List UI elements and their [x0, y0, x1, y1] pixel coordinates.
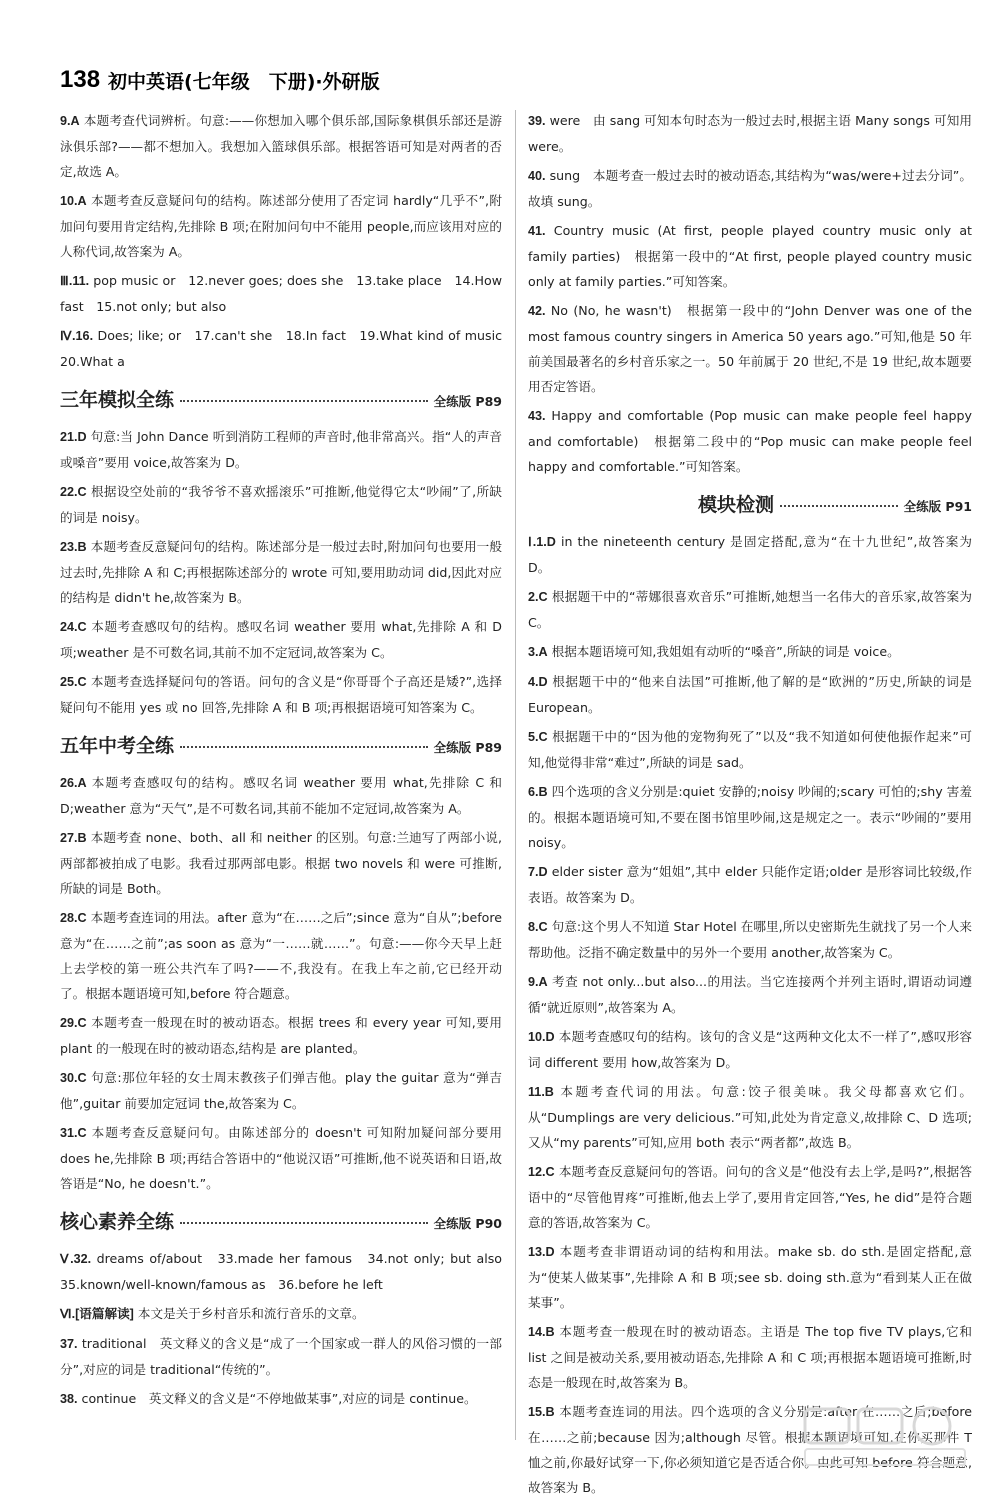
item-explanation: 本题考查连词的用法。四个选项的含义分别是:after 在……之后;before 在……之前;because 因为;although 尽管。根据本题语境可知,在你买那件 T 恤之前,你最好试穿一下,你必须知道它是否适合你。由此可知 before 符合题意,故答案为 B。	[528, 1404, 972, 1495]
section-page-ref: 全练版 P89	[433, 740, 502, 755]
item-number: 7.D	[528, 865, 548, 879]
answer-item	[528, 218, 972, 294]
answer-item	[60, 1010, 502, 1061]
answer-item	[528, 639, 972, 665]
section-title: 核心素养全练	[60, 1211, 175, 1233]
item-number: 23.B	[60, 540, 87, 554]
item-number: 9.A	[528, 975, 548, 989]
item-number: 22.C	[60, 485, 87, 499]
item-number: 6.B	[528, 785, 548, 799]
answer-item	[528, 1159, 972, 1235]
item-explanation: were 由 sang 可知本句时态为一般过去时,根据主语 Many songs 可知用 were。	[528, 113, 972, 154]
section-title: 五年中考全练	[60, 735, 175, 757]
item-explanation: 本题考查一般现在时的被动语态。主语是 The top five TV plays,它和 list 之间是被动关系,要用被动语态,先排除 A 和 C 项;再根据本题语境可推断,时态是一般现在时,故答案为 B。	[528, 1324, 972, 1390]
item-number: 25.C	[60, 675, 87, 689]
item-number: 31.C	[60, 1126, 87, 1140]
item-number: 15.B	[528, 1405, 555, 1419]
item-number: 39.	[528, 114, 546, 128]
item-explanation: 本题考查感叹句的结构。感叹名词 weather 要用 what,先排除 C 和 D;weather 意为“天气”,是不可数名词,其前不能加不定冠词,故答案为 A。	[60, 775, 502, 816]
item-explanation: Happy and comfortable (Pop music can make people feel happy and comfortable) 根据第二段中的“Pop music can make people feel happy and comfortable.”可知答案。	[528, 408, 972, 474]
mxqe-logo-watermark	[800, 1401, 980, 1471]
item-number: Ⅳ.16.	[60, 329, 94, 343]
answer-item	[60, 479, 502, 530]
book-title: 初中英语(七年级 下册)·外研版	[108, 70, 380, 93]
item-explanation: 本题考查选择疑问句的答语。问句的含义是“你哥哥个子高还是矮?”,选择疑问句不能用 yes 或 no 回答,先排除 A 和 B 项;再根据语境可知答案为 C。	[60, 674, 502, 715]
item-explanation: 本题考查感叹句的结构。感叹名词 weather 要用 what,先排除 A 和 D 项;weather 是不可数名词,其前不加不定冠词,故答案为 C。	[60, 619, 502, 660]
item-explanation: Country music (At first, people played country music only at family parties) 根据第一段中的“At first, people played country music only at family parties.”可知答案。	[528, 223, 972, 289]
item-number: 27.B	[60, 831, 87, 845]
item-number: 14.B	[528, 1325, 555, 1339]
item-explanation: 本题考查连词的用法。after 意为“在……之后”;since 意为“自从”;before 意为“在……之前”;as soon as 意为“一……就……”。句意:——你今天早上赶上去学校的第一班公共汽车了吗?——不,我没有。在我上车之前,它已经开动了。根据本题语境可知,before 符合题意。	[60, 910, 502, 1001]
answer-item	[60, 905, 502, 1006]
item-number: 38.	[60, 1392, 78, 1406]
answer-item	[528, 1079, 972, 1155]
item-explanation: 句意:当 John Dance 听到消防工程师的声音时,他非常高兴。指“人的声音或嗓音”要用 voice,故答案为 D。	[60, 429, 502, 470]
item-explanation: Does; like; or 17.can't she 18.In fact 19.What kind of music 20.What a	[60, 328, 515, 369]
answer-item	[60, 108, 502, 184]
item-number: 8.C	[528, 920, 548, 934]
item-explanation: 本文是关于乡村音乐和流行音乐的文章。	[133, 1306, 365, 1321]
item-explanation: 本题考查代词辨析。句意:——你想加入哪个俱乐部,国际象棋俱乐部还是游泳俱乐部?——都不想加入。我想加入篮球俱乐部。根据答语可知是对两者的否定,故选 A。	[60, 113, 502, 179]
item-explanation: 本题考查非谓语动词的结构和用法。make sb. do sth.是固定搭配,意为“使某人做某事”,先排除 A 和 B 项;see sb. doing sth.意为“看到某人正在做某事”。	[528, 1244, 972, 1310]
right-column	[528, 108, 972, 1504]
item-number: 10.A	[60, 194, 87, 208]
section-heading	[528, 493, 972, 519]
item-number: 21.D	[60, 430, 87, 444]
item-explanation: 本题考查代词的用法。句意:饺子很美味。我父母都喜欢它们。从“Dumplings are very delicious.”可知,此处为肯定意义,故排除 C、D 选项;又从“my parents”可知,应用 both 表示“两者都”,故选 B。	[528, 1084, 972, 1150]
answer-item	[60, 669, 502, 720]
answer-item	[528, 529, 972, 580]
section-title: 三年模拟全练	[60, 389, 175, 411]
item-explanation: 本题考查反意疑问句的答语。问句的含义是“他没有去上学,是吗?”,根据答语中的“尽管他胃疼”可推断,他去上学了,要用肯定回答,“Yes, he did”是符合题意的答语,故答案为 C。	[528, 1164, 972, 1230]
answer-item	[528, 779, 972, 855]
answer-item	[528, 403, 972, 479]
answer-item	[528, 1239, 972, 1315]
section-heading	[60, 734, 502, 760]
answer-item	[60, 1331, 502, 1382]
item-number: 4.D	[528, 675, 548, 689]
item-explanation: 本题考查一般现在时的被动语态。根据 trees 和 every year 可知,要用 plant 的一般现在时的被动语态,结构是 are planted。	[60, 1015, 502, 1056]
page-header	[60, 60, 380, 100]
item-number: Ⅲ.11.	[60, 274, 90, 288]
answer-item	[60, 1065, 502, 1116]
section-page-ref: 全练版 P90	[433, 1216, 502, 1231]
answer-item	[60, 1301, 502, 1327]
item-explanation: in the nineteenth century 是固定搭配,意为“在十九世纪”,故答案为 D。	[528, 534, 972, 575]
item-number: 3.A	[528, 645, 548, 659]
answer-item	[60, 534, 502, 610]
item-explanation: 句意:那位年轻的女士周末教孩子们弹吉他。play the guitar 意为“弹吉他”,guitar 前要加定冠词 the,故答案为 C。	[60, 1070, 502, 1111]
answer-item	[528, 108, 972, 159]
section-page-ref: 全练版 P89	[433, 394, 502, 409]
item-explanation: 四个选项的含义分别是:quiet 安静的;noisy 吵闹的;scary 可怕的;shy 害羞的。根据本题语境可知,不要在图书馆里吵闹,这是规定之一。表示“吵闹的”要用 noisy。	[528, 784, 972, 850]
item-number: 41.	[528, 224, 546, 238]
item-explanation: 根据题干中的“因为他的宠物狗死了”以及“我不知道如何使他振作起来”可知,他觉得非常“难过”,所缺的词是 sad。	[528, 729, 972, 770]
answer-item	[528, 914, 972, 965]
answer-item	[528, 584, 972, 635]
answer-item	[60, 614, 502, 665]
answer-item	[60, 1120, 502, 1196]
answer-item	[60, 424, 502, 475]
dotted-leader	[180, 400, 428, 402]
item-number: 9.A	[60, 114, 80, 128]
answer-item	[528, 724, 972, 775]
item-number: Ⅰ.1.D	[528, 535, 556, 549]
item-number: 37.	[60, 1337, 78, 1351]
item-number: 11.B	[528, 1085, 554, 1099]
item-number: 43.	[528, 409, 546, 423]
item-explanation: traditional 英文释义的含义是“成了一个国家或一群人的风俗习惯的一部分”,对应的词是 traditional“传统的”。	[60, 1336, 502, 1377]
item-explanation: dreams of/about 33.made her famous 34.not only; but also 35.known/well-known/famous as 36.before he left	[60, 1251, 515, 1292]
item-number: 24.C	[60, 620, 87, 634]
item-explanation: 本题考查感叹句的结构。该句的含义是“这两种文化太不一样了”,感叹形容词 different 要用 how,故答案为 D。	[528, 1029, 972, 1070]
item-explanation: pop music or 12.never goes; does she 13.take place 14.How fast 15.not only; but also	[60, 273, 502, 314]
item-explanation: 根据题干中的“蒂娜很喜欢音乐”可推断,她想当一名伟大的音乐家,故答案为 C。	[528, 589, 972, 630]
item-number: Ⅵ.[语篇解读]	[60, 1307, 134, 1321]
column-divider	[515, 110, 516, 1440]
answer-item	[528, 859, 972, 910]
answer-item	[528, 1024, 972, 1075]
item-explanation: No (No, he wasn't) 根据第一段中的“John Denver was one of the most famous country singers in America 50 years ago.”可知,他是 50 年前美国最著名的乡村音乐家之一。50 年前属于 20 世纪,不是 19 世纪,故本题要用否定答语。	[528, 303, 972, 394]
answer-item	[528, 969, 972, 1020]
item-number: 42.	[528, 304, 546, 318]
left-column	[60, 108, 515, 1416]
item-number: 5.C	[528, 730, 548, 744]
item-number: 2.C	[528, 590, 548, 604]
dotted-leader	[780, 505, 898, 507]
item-explanation: sung 本题考查一般过去时的被动语态,其结构为“was/were+过去分词”。故填 sung。	[528, 168, 972, 209]
answer-item	[528, 163, 972, 214]
item-number: 10.D	[528, 1030, 555, 1044]
answer-item	[60, 1386, 502, 1412]
answer-item	[60, 1246, 515, 1297]
item-explanation: 根据本题语境可知,我姐姐有动听的“嗓音”,所缺的词是 voice。	[547, 644, 900, 659]
answer-item	[60, 770, 502, 821]
section-title: 模块检测	[698, 494, 775, 516]
item-number: 12.C	[528, 1165, 555, 1179]
item-explanation: 考查 not only...but also...的用法。当它连接两个并列主语时,谓语动词遵循“就近原则”,故答案为 A。	[528, 974, 972, 1015]
section-heading	[60, 388, 502, 414]
answer-item	[528, 1319, 972, 1395]
page-number: 138	[60, 66, 101, 93]
item-number: 29.C	[60, 1016, 87, 1030]
item-explanation: elder sister 意为“姐姐”,其中 elder 只能作定语;older 是形容词比较级,作表语。故答案为 D。	[528, 864, 972, 905]
item-explanation: 本题考查 none、both、all 和 neither 的区别。句意:兰迪写了两部小说,两部都被拍成了电影。我看过那两部电影。根据 two novels 和 were 可推断,所缺的词是 Both。	[60, 830, 502, 896]
section-heading	[60, 1210, 502, 1236]
answer-item	[60, 188, 502, 264]
answer-item	[60, 825, 502, 901]
item-explanation: 本题考查反意疑问句。由陈述部分的 doesn't 可知附加疑问部分要用 does he,先排除 B 项;再结合答语中的“他说汉语”可推断,他不说英语和日语,故答语是“No, he doesn't.”。	[60, 1125, 502, 1191]
item-number: 13.D	[528, 1245, 555, 1259]
item-explanation: 根据题干中的“他来自法国”可推断,他了解的是“欧洲的”历史,所缺的词是 European。	[528, 674, 972, 715]
item-explanation: 本题考查反意疑问句的结构。陈述部分使用了否定词 hardly“几乎不”,附加问句要用肯定结构,先排除 B 项;在附加问句中不能用 people,而应该用对应的人称代词,故答案为 A。	[60, 193, 502, 259]
item-explanation: 根据设空处前的“我爷爷不喜欢摇滚乐”可推断,他觉得它太“吵闹”了,所缺的词是 noisy。	[60, 484, 502, 525]
item-explanation: 本题考查反意疑问句的结构。陈述部分是一般过去时,附加问句也要用一般过去时,先排除 A 和 C;再根据陈述部分的 wrote 可知,要用助动词 did,因此对应的结构是 didn't he,故答案为 B。	[60, 539, 502, 605]
item-explanation: 句意:这个男人不知道 Star Hotel 在哪里,所以史密斯先生就找了另一个人来帮助他。泛指不确定数量中的另外一个要用 another,故答案为 C。	[528, 919, 972, 960]
dotted-leader	[180, 746, 428, 748]
dotted-leader	[180, 1222, 428, 1224]
item-explanation: continue 英文释义的含义是“不停地做某事”,对应的词是 continue。	[77, 1391, 477, 1406]
answer-item	[528, 298, 972, 399]
item-number: Ⅴ.32.	[60, 1252, 92, 1266]
answer-item	[60, 268, 502, 319]
item-number: 40.	[528, 169, 546, 183]
item-number: 28.C	[60, 911, 87, 925]
answer-item	[60, 323, 515, 374]
item-number: 30.C	[60, 1071, 87, 1085]
section-page-ref: 全练版 P91	[903, 499, 972, 514]
answer-item	[528, 669, 972, 720]
item-number: 26.A	[60, 776, 87, 790]
